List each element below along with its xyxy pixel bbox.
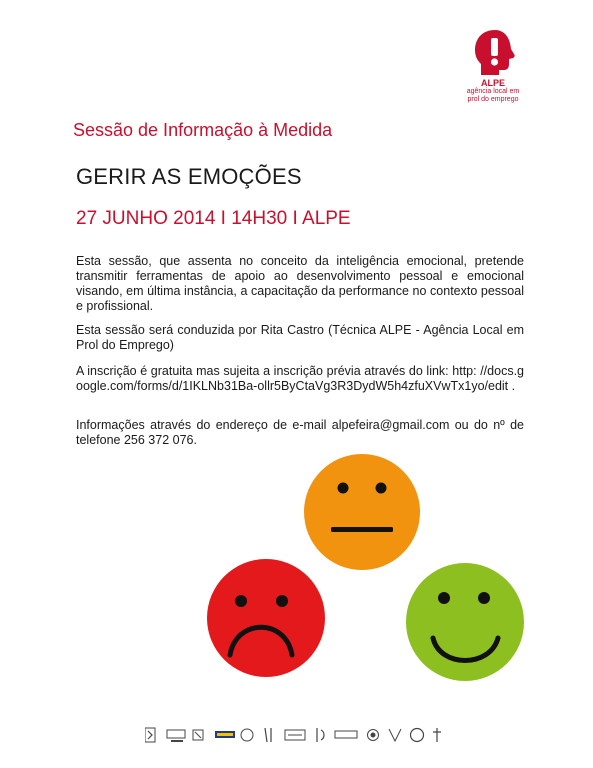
registration-paragraph: A inscrição é gratuita mas sujeita a inscrição prévia através do link: http: //docs.google.com/forms/d/1IKLNb31Ba-ollr5ByCtaVg3R3DydW5h4zfuXVwTx1yo/edit . bbox=[76, 364, 524, 393]
happy-face-icon bbox=[406, 563, 524, 681]
session-date-line: 27 JUNHO 2014 I 14H30 I ALPE bbox=[76, 208, 351, 229]
sponsor-logos-strip bbox=[145, 722, 455, 748]
sponsor-logo-icon bbox=[145, 728, 441, 742]
description-paragraph: Esta sessão, que assenta no conceito da inteligência emocional, pretende transmitir ferramentas de apoio ao desenvolvimento pessoal e emocional visando, em última instância, a capacitação da performance no contexto pessoal e profissional. bbox=[76, 254, 524, 313]
alpe-head-icon bbox=[472, 28, 518, 76]
emotion-faces-illustration bbox=[0, 450, 593, 710]
logo-tagline-line-2: prol do emprego bbox=[467, 96, 519, 103]
session-subtitle: Sessão de Informação à Medida bbox=[73, 120, 333, 140]
session-title: GERIR AS EMOÇÕES bbox=[76, 164, 302, 189]
sad-face-icon bbox=[207, 559, 325, 677]
neutral-face-icon bbox=[304, 454, 420, 570]
logo-name: ALPE bbox=[480, 78, 505, 88]
logo-tagline-line-1: agência local em bbox=[466, 88, 520, 95]
speaker-paragraph: Esta sessão será conduzida por Rita Castro (Técnica ALPE - Agência Local em Prol do Emprego) bbox=[76, 323, 524, 352]
logo-tagline bbox=[458, 88, 528, 104]
alpe-logo bbox=[458, 28, 528, 108]
contact-paragraph: Informações através do endereço de e-mail alpefeira@gmail.com ou do nº de telefone 256 372 076. bbox=[76, 418, 524, 447]
